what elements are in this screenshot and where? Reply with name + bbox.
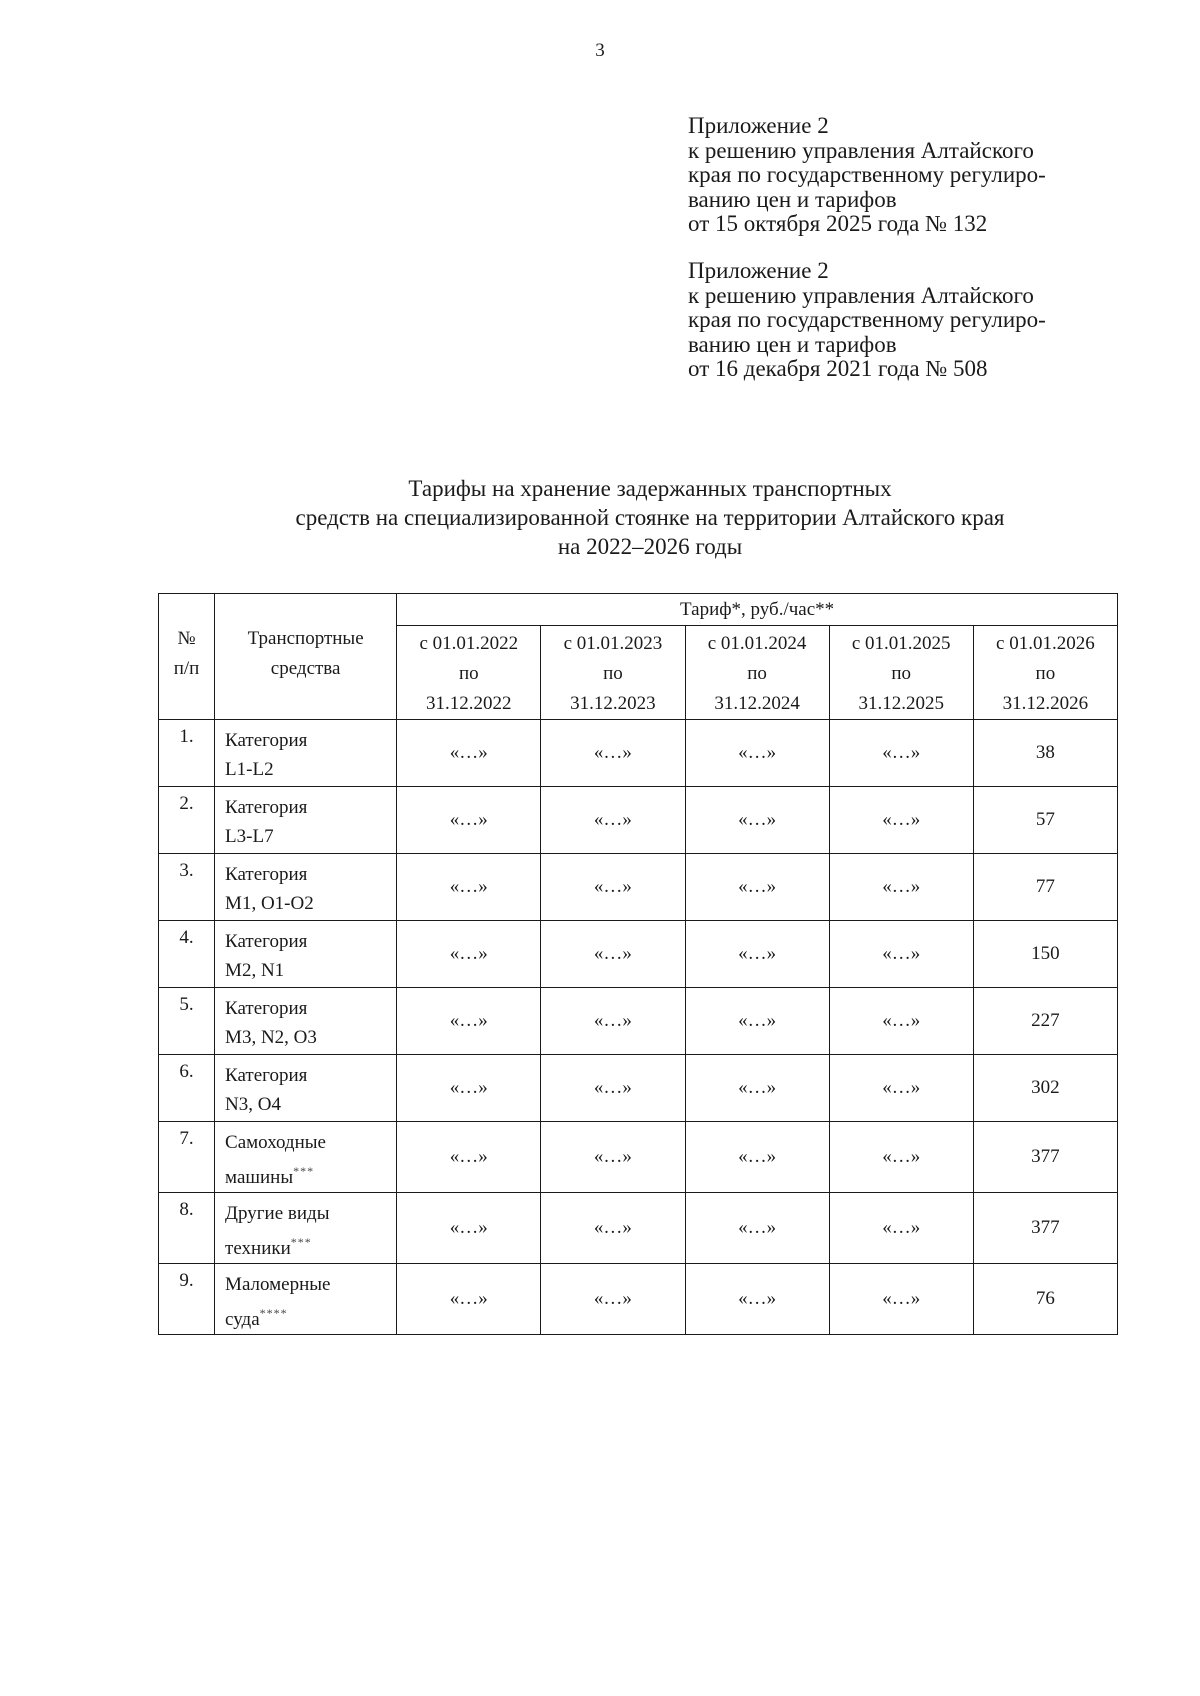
vehicle-name-text: M1, O1-O2 <box>225 893 314 914</box>
table-row <box>159 854 1118 921</box>
tariff-value: «…» <box>685 921 829 988</box>
vehicle-name-text: машины <box>225 1167 294 1188</box>
vehicle-name-line <box>225 860 396 889</box>
vehicle-name-line <box>225 927 396 956</box>
vehicle-name-text: M2, N1 <box>225 960 285 981</box>
tariff-value: «…» <box>829 1055 973 1122</box>
row-number: 1. <box>159 720 215 787</box>
period-text: по <box>1035 663 1056 684</box>
number-column-header <box>159 594 215 720</box>
title-line: средств на специализированной стоянке на территории Алтайского края <box>295 505 1005 530</box>
appendix-line: от 16 декабря 2021 года № 508 <box>688 356 988 381</box>
vehicle-name-line <box>225 1061 396 1090</box>
tariff-value: «…» <box>685 720 829 787</box>
row-number: 9. <box>159 1264 215 1335</box>
vehicle-name-text: L3-L7 <box>225 826 274 847</box>
vehicle-name-line <box>225 956 396 985</box>
tariff-value: «…» <box>829 988 973 1055</box>
vehicle-name-text: Категория <box>225 1065 308 1086</box>
tariff-value: «…» <box>829 854 973 921</box>
vehicle-name-line <box>225 1199 396 1228</box>
tariff-value: «…» <box>829 921 973 988</box>
tariff-value: «…» <box>541 720 685 787</box>
header-text: Транспортные <box>247 628 364 649</box>
tariff-value: 38 <box>973 720 1117 787</box>
header-text: № <box>177 628 196 649</box>
page-number: 3 <box>595 40 605 61</box>
row-number: 2. <box>159 787 215 854</box>
table-row <box>159 921 1118 988</box>
tariff-value: 377 <box>973 1193 1117 1264</box>
vehicle-name <box>215 854 397 921</box>
tariff-value: «…» <box>397 787 541 854</box>
tariff-value: «…» <box>397 988 541 1055</box>
tariff-table-body <box>159 720 1118 1335</box>
appendix-original-reference <box>688 259 1158 382</box>
vehicle-name <box>215 720 397 787</box>
period-text: 31.12.2026 <box>1002 693 1089 714</box>
tariff-value: «…» <box>685 854 829 921</box>
row-number: 5. <box>159 988 215 1055</box>
footnote-mark: *** <box>293 1164 315 1178</box>
period-header <box>973 626 1117 720</box>
header-text: п/п <box>173 658 200 679</box>
tariff-value: «…» <box>829 787 973 854</box>
tariff-group-header: Тариф*, руб./час** <box>397 594 1118 626</box>
tariff-value: 302 <box>973 1055 1117 1122</box>
period-text: с 01.01.2025 <box>851 633 951 654</box>
vehicle-name-line <box>225 994 396 1023</box>
tariff-table <box>158 593 1118 1335</box>
row-number: 8. <box>159 1193 215 1264</box>
tariff-value: «…» <box>541 921 685 988</box>
tariff-value: «…» <box>541 1122 685 1193</box>
tariff-value: «…» <box>397 1264 541 1335</box>
period-header <box>541 626 685 720</box>
vehicle-name-text: L1-L2 <box>225 759 274 780</box>
period-header <box>397 626 541 720</box>
tariff-value: «…» <box>397 1122 541 1193</box>
vehicle-name-line <box>225 822 396 851</box>
vehicle-name-text: N3, O4 <box>225 1094 281 1115</box>
vehicle-column-header <box>215 594 397 720</box>
period-header <box>685 626 829 720</box>
table-row <box>159 1193 1118 1264</box>
table-row <box>159 720 1118 787</box>
vehicle-name-line <box>225 1270 396 1299</box>
vehicle-name <box>215 1055 397 1122</box>
table-row <box>159 1055 1118 1122</box>
period-text: с 01.01.2022 <box>419 633 519 654</box>
period-text: 31.12.2023 <box>570 693 656 714</box>
tariff-value: «…» <box>397 854 541 921</box>
period-header <box>829 626 973 720</box>
tariff-value: «…» <box>685 787 829 854</box>
table-row <box>159 1264 1118 1335</box>
table-row <box>159 1122 1118 1193</box>
table-header-row <box>159 594 1118 626</box>
vehicle-name-text: техники <box>225 1238 291 1259</box>
tariff-value: «…» <box>685 1055 829 1122</box>
appendix-line: Приложение 2 <box>688 113 829 138</box>
row-number: 4. <box>159 921 215 988</box>
title-line: Тарифы на хранение задержанных транспортных <box>408 476 892 501</box>
vehicle-name-text: Категория <box>225 931 308 952</box>
vehicle-name-text: Маломерные <box>225 1274 331 1295</box>
vehicle-name-line <box>225 1299 396 1334</box>
table-row <box>159 988 1118 1055</box>
tariff-value: «…» <box>685 988 829 1055</box>
tariff-value: 77 <box>973 854 1117 921</box>
tariff-value: «…» <box>685 1264 829 1335</box>
appendix-line: края по государственному регулиро- <box>688 162 1046 187</box>
vehicle-name <box>215 1264 397 1335</box>
tariff-value: «…» <box>685 1122 829 1193</box>
tariff-value: «…» <box>829 1193 973 1264</box>
period-text: 31.12.2025 <box>858 693 944 714</box>
appendix-line: от 15 октября 2025 года № 132 <box>688 211 988 236</box>
tariff-value: «…» <box>397 720 541 787</box>
period-text: по <box>747 663 767 684</box>
period-text: с 01.01.2023 <box>563 633 663 654</box>
period-text: 31.12.2022 <box>426 693 512 714</box>
period-text: с 01.01.2026 <box>996 633 1095 654</box>
tariff-value: «…» <box>397 1193 541 1264</box>
vehicle-name-text: Категория <box>225 864 308 885</box>
tariff-value: «…» <box>541 1264 685 1335</box>
appendix-line: к решению управления Алтайского <box>688 282 1034 308</box>
document-title <box>160 474 1140 561</box>
tariff-value: «…» <box>685 1193 829 1264</box>
appendix-line: ванию цен и тарифов <box>688 186 897 212</box>
vehicle-name <box>215 1193 397 1264</box>
appendix-line: ванию цен и тарифов <box>688 331 897 357</box>
tariff-value: «…» <box>541 1055 685 1122</box>
period-text: по <box>603 663 623 684</box>
tariff-value: «…» <box>397 1055 541 1122</box>
table-row <box>159 787 1118 854</box>
vehicle-name-text: Другие виды <box>225 1203 330 1224</box>
footnote-mark: **** <box>259 1306 288 1320</box>
tariff-value: 57 <box>973 787 1117 854</box>
vehicle-name-text: Категория <box>225 998 308 1019</box>
row-number: 6. <box>159 1055 215 1122</box>
vehicle-name-line <box>225 889 396 918</box>
vehicle-name-text: Категория <box>225 730 308 751</box>
vehicle-name-line <box>225 1023 396 1052</box>
footnote-mark: *** <box>290 1235 312 1249</box>
appendix-line: к решению управления Алтайского <box>688 137 1034 163</box>
vehicle-name-text: суда <box>225 1309 260 1330</box>
vehicle-name-line <box>225 726 396 755</box>
period-text: 31.12.2024 <box>714 693 800 714</box>
tariff-value: «…» <box>829 720 973 787</box>
tariff-value: «…» <box>829 1122 973 1193</box>
vehicle-name <box>215 921 397 988</box>
vehicle-name-line <box>225 1128 396 1157</box>
vehicle-name <box>215 988 397 1055</box>
tariff-value: «…» <box>541 854 685 921</box>
vehicle-name <box>215 1122 397 1193</box>
appendix-line: Приложение 2 <box>688 258 829 283</box>
tariff-value: 150 <box>973 921 1117 988</box>
header-text: средства <box>270 658 341 679</box>
period-text: с 01.01.2024 <box>707 633 807 654</box>
tariff-value: «…» <box>829 1264 973 1335</box>
appendix-line: края по государственному регулиро- <box>688 307 1046 332</box>
tariff-value: «…» <box>397 921 541 988</box>
vehicle-name-line <box>225 1090 396 1119</box>
vehicle-name-line <box>225 1157 396 1192</box>
vehicle-name <box>215 787 397 854</box>
vehicle-name-text: Категория <box>225 797 308 818</box>
row-number: 3. <box>159 854 215 921</box>
period-text: по <box>891 663 912 684</box>
tariff-value: 76 <box>973 1264 1117 1335</box>
tariff-value: «…» <box>541 1193 685 1264</box>
vehicle-name-text: M3, N2, O3 <box>225 1027 317 1048</box>
vehicle-name-line <box>225 793 396 822</box>
title-line: на 2022–2026 годы <box>557 534 743 559</box>
period-text: по <box>458 663 479 684</box>
row-number: 7. <box>159 1122 215 1193</box>
vehicle-name-line <box>225 755 396 784</box>
appendix-current-reference <box>688 114 1158 237</box>
vehicle-name-line <box>225 1228 396 1263</box>
vehicle-name-text: Самоходные <box>225 1132 326 1153</box>
tariff-value: «…» <box>541 787 685 854</box>
tariff-value: 227 <box>973 988 1117 1055</box>
tariff-value: «…» <box>541 988 685 1055</box>
tariff-value: 377 <box>973 1122 1117 1193</box>
